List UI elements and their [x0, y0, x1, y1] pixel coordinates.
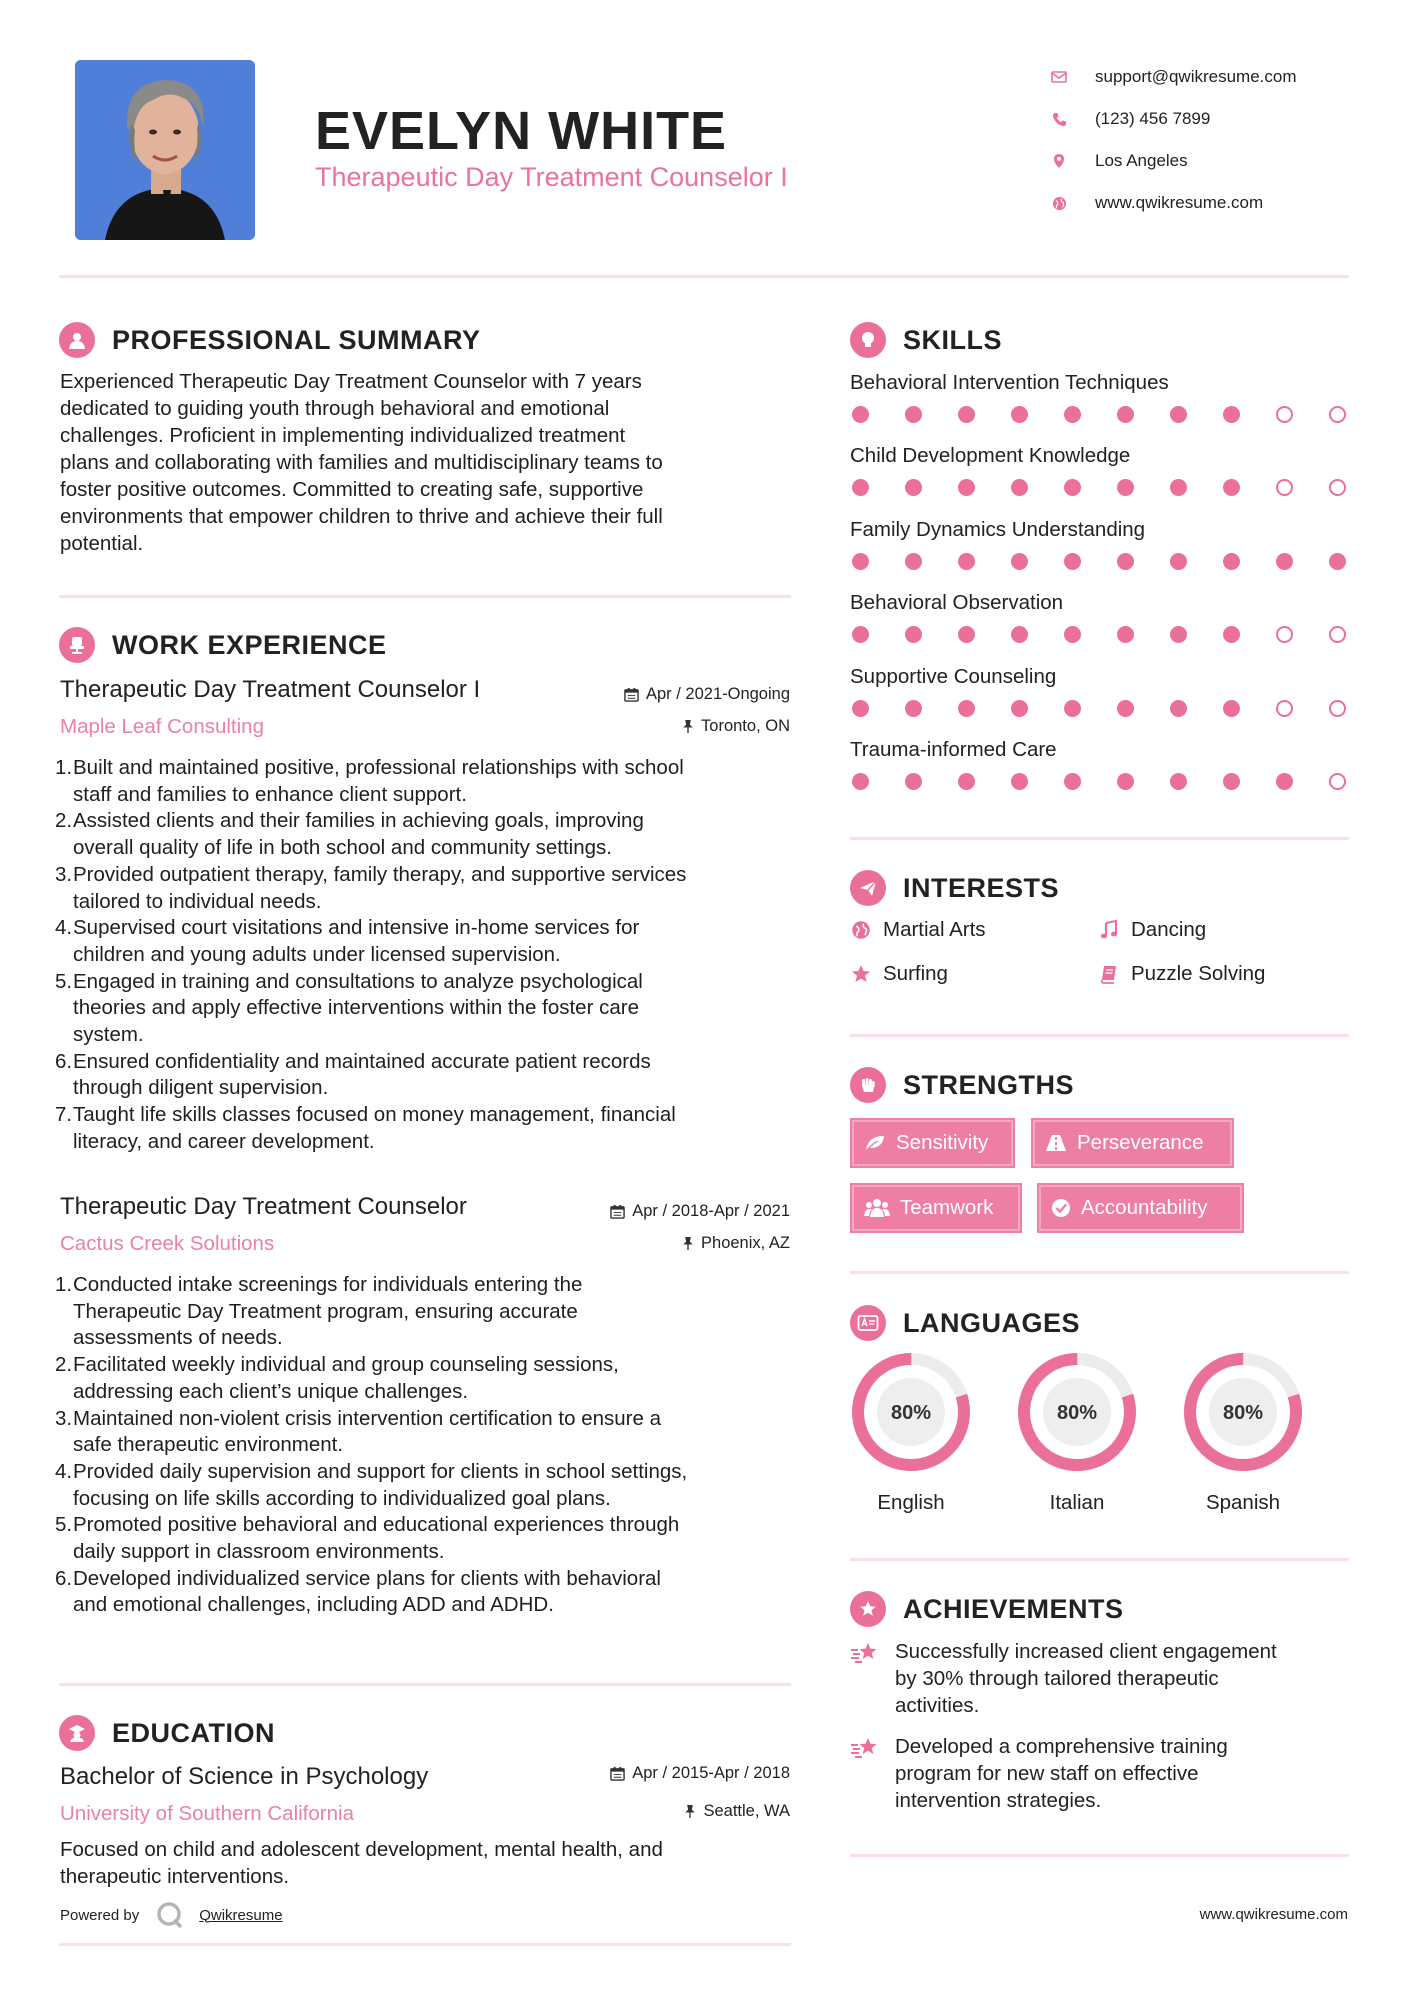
interest-label: Puzzle Solving — [1131, 962, 1266, 985]
rating-dot-filled — [852, 626, 869, 643]
interests-heading — [850, 870, 1059, 906]
skill-name: Behavioral Observation — [850, 591, 1064, 615]
contact-location-text: Los Angeles — [1095, 151, 1188, 170]
rating-dot-filled — [1011, 553, 1028, 570]
rating-dot-filled — [1170, 406, 1187, 423]
interest-item — [1098, 918, 1206, 942]
lightbulb-icon — [850, 322, 886, 358]
skill-rating — [852, 626, 1346, 643]
strength-chip — [1037, 1183, 1244, 1233]
rating-dot-filled — [958, 553, 975, 570]
education-line: Focused on child and adolescent development, mental health, and — [60, 1838, 663, 1861]
language-percent-label: 80% — [890, 1402, 932, 1424]
summary-line: challenges. Proficient in implementing individualized treatment — [60, 424, 626, 447]
list-item: 7. Taught life skills classes focused on money management, financial literacy, and career development. — [55, 1103, 676, 1153]
education-title: EDUCATION — [112, 1717, 275, 1748]
summary-line: dedicated to guiding youth through behavioral and emotional — [60, 397, 610, 420]
rating-dot-filled — [1223, 773, 1240, 790]
interest-item — [1098, 962, 1265, 986]
achievement-item — [850, 1638, 1350, 1719]
job-location — [682, 1234, 790, 1253]
contact-phone[interactable] — [1050, 98, 1380, 140]
education-line: therapeutic interventions. — [60, 1865, 290, 1888]
road-icon — [1045, 1134, 1067, 1152]
globe-icon — [1050, 194, 1068, 212]
education-description — [60, 1836, 800, 1890]
strength-label: Accountability — [1081, 1196, 1208, 1219]
qwikresume-link[interactable]: Qwikresume — [199, 1906, 283, 1924]
rating-dot-empty — [1276, 700, 1293, 717]
rating-dot-filled — [1223, 553, 1240, 570]
degree-title: Bachelor of Science in Psychology — [60, 1763, 429, 1790]
rating-dot-filled — [1170, 700, 1187, 717]
skill-name: Trauma-informed Care — [850, 738, 1057, 761]
star-badge-icon — [850, 1591, 886, 1627]
contact-email[interactable] — [1050, 56, 1380, 98]
rating-dot-filled — [958, 773, 975, 790]
strengths-heading — [850, 1067, 1074, 1103]
rating-dot-filled — [1223, 406, 1240, 423]
rating-dot-filled — [1223, 700, 1240, 717]
skills-heading — [850, 322, 1002, 358]
summary-line: foster positive outcomes. Committed to creating safe, supportive — [60, 478, 644, 501]
education-location — [684, 1802, 790, 1821]
paper-plane-icon — [850, 870, 886, 906]
job-title: Therapeutic Day Treatment Counselor — [60, 1193, 467, 1220]
contact-phone-text: (123) 456 7899 — [1095, 109, 1211, 128]
job-company: Maple Leaf Consulting — [60, 715, 264, 738]
achievements-heading — [850, 1591, 1124, 1627]
achievement-line: Developed a comprehensive training — [895, 1735, 1228, 1758]
language-progress-ring — [1182, 1351, 1304, 1473]
rating-dot-filled — [1117, 553, 1134, 570]
contact-email-text: support@qwikresume.com — [1095, 67, 1297, 86]
rating-dot-filled — [1276, 773, 1293, 790]
language-item — [1182, 1351, 1304, 1515]
summary-text — [60, 368, 800, 557]
job-date — [610, 1202, 790, 1221]
contact-website[interactable] — [1050, 182, 1380, 224]
calendar-icon — [624, 687, 639, 702]
list-item: 1. Built and maintained positive, professional relationships with school staff and families to enhance client support. — [55, 756, 684, 806]
work-divider — [59, 1683, 791, 1686]
fist-icon — [850, 1067, 886, 1103]
work-title: WORK EXPERIENCE — [112, 629, 387, 660]
globe-icon — [850, 919, 872, 941]
rating-dot-filled — [852, 406, 869, 423]
skill-rating — [852, 553, 1346, 570]
profile-photo — [75, 60, 255, 240]
interest-label: Martial Arts — [883, 918, 986, 941]
rating-dot-filled — [905, 773, 922, 790]
job-location — [682, 717, 790, 736]
language-item — [1016, 1351, 1138, 1515]
strength-chip — [850, 1118, 1015, 1168]
rating-dot-filled — [852, 553, 869, 570]
language-percent-label: 80% — [1222, 1402, 1264, 1424]
rating-dot-empty — [1276, 626, 1293, 643]
book-icon — [1098, 963, 1120, 985]
summary-title: PROFESSIONAL SUMMARY — [112, 324, 481, 355]
rating-dot-filled — [852, 700, 869, 717]
star-icon — [850, 963, 872, 985]
shooting-star-icon — [850, 1638, 882, 1666]
portrait-image — [75, 60, 255, 240]
rating-dot-filled — [1117, 406, 1134, 423]
rating-dot-filled — [1117, 479, 1134, 496]
skill-name: Family Dynamics Understanding — [850, 517, 1146, 541]
achievements-divider — [850, 1854, 1349, 1857]
rating-dot-filled — [1170, 479, 1187, 496]
leaf-icon — [864, 1134, 886, 1152]
education-location-text: Seattle, WA — [703, 1802, 790, 1820]
briefcase-chair-icon — [59, 627, 95, 663]
rating-dot-filled — [1011, 773, 1028, 790]
skill-rating — [852, 406, 1346, 423]
strength-label: Teamwork — [900, 1196, 994, 1219]
phone-icon — [1050, 110, 1068, 128]
rating-dot-filled — [852, 479, 869, 496]
school-name: University of Southern California — [60, 1802, 354, 1825]
language-progress-ring — [1016, 1351, 1138, 1473]
rating-dot-filled — [905, 626, 922, 643]
summary-line: environments that empower children to thrive and achieve their full — [60, 505, 663, 528]
job-title: Therapeutic Day Treatment Counselor I — [60, 676, 481, 703]
map-pin-icon — [1050, 152, 1068, 170]
strengths-divider — [850, 1271, 1349, 1274]
achievement-line: intervention strategies. — [895, 1789, 1102, 1812]
achievement-line: by 30% through tailored therapeutic — [895, 1667, 1219, 1690]
education-date — [610, 1764, 790, 1783]
rating-dot-filled — [1223, 626, 1240, 643]
rating-dot-filled — [1170, 553, 1187, 570]
rating-dot-empty — [1329, 406, 1346, 423]
summary-heading — [59, 322, 481, 358]
rating-dot-filled — [958, 626, 975, 643]
job-location-text: Toronto, ON — [701, 717, 790, 735]
strength-label: Perseverance — [1077, 1131, 1204, 1154]
language-card-icon — [850, 1305, 886, 1341]
rating-dot-empty — [1276, 406, 1293, 423]
qwikresume-logo-icon — [155, 1900, 185, 1930]
rating-dot-filled — [905, 553, 922, 570]
envelope-icon — [1050, 68, 1068, 86]
language-name: Italian — [1049, 1491, 1105, 1514]
rating-dot-filled — [1117, 626, 1134, 643]
pushpin-icon — [682, 719, 694, 734]
job-date-text: Apr / 2018-Apr / 2021 — [632, 1202, 790, 1220]
list-item: 5. Promoted positive behavioral and educational experiences through daily support in classroom environments. — [55, 1513, 680, 1564]
rating-dot-filled — [1064, 773, 1081, 790]
list-item: 4. Provided daily supervision and support for clients in school settings, focusing on life skills according to individualized goal plans. — [55, 1459, 688, 1510]
rating-dot-filled — [905, 406, 922, 423]
calendar-icon — [610, 1204, 625, 1219]
footer-divider — [59, 1943, 791, 1946]
rating-dot-filled — [1064, 553, 1081, 570]
languages-title: LANGUAGES — [903, 1307, 1081, 1338]
check-circle-icon — [1051, 1198, 1071, 1218]
rating-dot-empty — [1276, 479, 1293, 496]
list-item: 2. Facilitated weekly individual and group counseling sessions, addressing each client’s unique challenges. — [55, 1353, 619, 1403]
graduate-icon — [59, 1715, 95, 1751]
rating-dot-empty — [1329, 626, 1346, 643]
skill-name: Supportive Counseling — [850, 664, 1057, 688]
list-item: 5. Engaged in training and consultations to analyze psychological theories and apply effective interventions within the foster care system. — [55, 969, 643, 1047]
skill-rating — [852, 700, 1346, 717]
rating-dot-filled — [1064, 406, 1081, 423]
interest-item — [850, 962, 948, 986]
skills-title: SKILLS — [903, 324, 1003, 355]
rating-dot-filled — [1276, 553, 1293, 570]
rating-dot-filled — [1117, 700, 1134, 717]
interest-label: Dancing — [1131, 918, 1207, 941]
summary-line: Experienced Therapeutic Day Treatment Counselor with 7 years — [60, 370, 642, 393]
rating-dot-filled — [1011, 406, 1028, 423]
rating-dot-filled — [852, 773, 869, 790]
strengths-title: STRENGTHS — [903, 1069, 1075, 1100]
rating-dot-filled — [1064, 626, 1081, 643]
summary-line: plans and collaborating with families and multidisciplinary teams to — [60, 451, 663, 474]
rating-dot-filled — [905, 700, 922, 717]
contact-location — [1050, 140, 1380, 182]
shooting-star-icon — [850, 1733, 882, 1761]
interests-divider — [850, 1034, 1349, 1037]
rating-dot-filled — [1011, 479, 1028, 496]
rating-dot-empty — [1329, 700, 1346, 717]
rating-dot-filled — [1329, 553, 1346, 570]
achievement-item — [850, 1733, 1350, 1814]
rating-dot-filled — [1064, 700, 1081, 717]
job-date — [624, 685, 790, 704]
skills-divider — [850, 837, 1349, 840]
language-name: English — [877, 1491, 945, 1514]
rating-dot-filled — [958, 479, 975, 496]
pushpin-icon — [682, 1236, 694, 1251]
calendar-icon — [610, 1766, 625, 1781]
strength-chip — [850, 1183, 1022, 1233]
language-item — [850, 1351, 972, 1515]
rating-dot-filled — [1011, 700, 1028, 717]
music-note-icon — [1098, 919, 1120, 941]
job-company: Cactus Creek Solutions — [60, 1232, 275, 1255]
skill-name: Child Development Knowledge — [850, 444, 1131, 468]
list-item: 3. Maintained non-violent crisis intervention certification to ensure a safe therapeutic environment. — [55, 1406, 661, 1457]
achievements-title: ACHIEVEMENTS — [903, 1593, 1124, 1624]
pushpin-icon — [684, 1804, 696, 1819]
list-item: 2. Assisted clients and their families in achieving goals, improving overall quality of life in both school and community settings. — [55, 809, 644, 860]
education-date-text: Apr / 2015-Apr / 2018 — [632, 1764, 790, 1782]
user-icon — [59, 322, 95, 358]
rating-dot-filled — [1223, 479, 1240, 496]
languages-heading — [850, 1305, 1080, 1341]
rating-dot-filled — [1117, 773, 1134, 790]
list-item: 6. Developed individualized service plans for clients with behavioral and emotional challenges, including ADD and ADHD. — [55, 1566, 661, 1617]
summary-divider — [59, 595, 791, 598]
achievement-line: activities. — [895, 1694, 980, 1717]
header-divider — [59, 275, 1349, 278]
language-progress-ring — [850, 1351, 972, 1473]
achievement-line: program for new staff on effective — [895, 1762, 1199, 1785]
rating-dot-filled — [958, 700, 975, 717]
job-location-text: Phoenix, AZ — [701, 1234, 790, 1252]
job-duties-list — [55, 1272, 800, 1619]
users-icon — [864, 1198, 890, 1218]
list-item: 1. Conducted intake screenings for individuals entering the Therapeutic Day Treatment program, ensuring accurate assessments of needs. — [55, 1273, 583, 1350]
candidate-role: Therapeutic Day Treatment Counselor I — [315, 162, 788, 192]
education-heading — [59, 1715, 275, 1751]
rating-dot-filled — [905, 479, 922, 496]
rating-dot-filled — [1064, 479, 1081, 496]
skill-rating — [852, 479, 1346, 496]
list-item: 3. Provided outpatient therapy, family therapy, and supportive services tailored to individual needs. — [55, 862, 687, 913]
interests-title: INTERESTS — [903, 872, 1060, 903]
contact-website-text: www.qwikresume.com — [1095, 193, 1264, 212]
skill-rating — [852, 773, 1346, 790]
footer-powered-by — [60, 1900, 283, 1930]
strength-chip — [1031, 1118, 1234, 1168]
footer-site[interactable]: www.qwikresume.com — [1199, 1906, 1348, 1923]
rating-dot-filled — [1170, 626, 1187, 643]
rating-dot-empty — [1329, 479, 1346, 496]
job-date-text: Apr / 2021-Ongoing — [645, 685, 790, 703]
powered-by-label: Powered by — [60, 1906, 140, 1924]
skill-name: Behavioral Intervention Techniques — [850, 371, 1169, 394]
interest-item — [850, 918, 986, 942]
rating-dot-empty — [1329, 773, 1346, 790]
list-item: 6. Ensured confidentiality and maintained accurate patient records through diligent supervision. — [55, 1049, 651, 1100]
work-heading — [59, 627, 387, 663]
rating-dot-filled — [1170, 773, 1187, 790]
achievement-line: Successfully increased client engagement — [895, 1640, 1277, 1663]
languages-divider — [850, 1558, 1349, 1561]
language-name: Spanish — [1205, 1491, 1281, 1514]
interest-label: Surfing — [883, 962, 948, 985]
strength-label: Sensitivity — [896, 1131, 989, 1154]
rating-dot-filled — [1011, 626, 1028, 643]
list-item: 4. Supervised court visitations and intensive in-home services for children and young adults under licensed supervision. — [55, 916, 640, 966]
rating-dot-filled — [958, 406, 975, 423]
job-duties-list — [55, 755, 800, 1156]
language-percent-label: 80% — [1056, 1402, 1098, 1424]
summary-line: potential. — [60, 532, 144, 555]
candidate-name: EVELYN WHITE — [315, 101, 728, 161]
contact-list — [1050, 56, 1380, 224]
